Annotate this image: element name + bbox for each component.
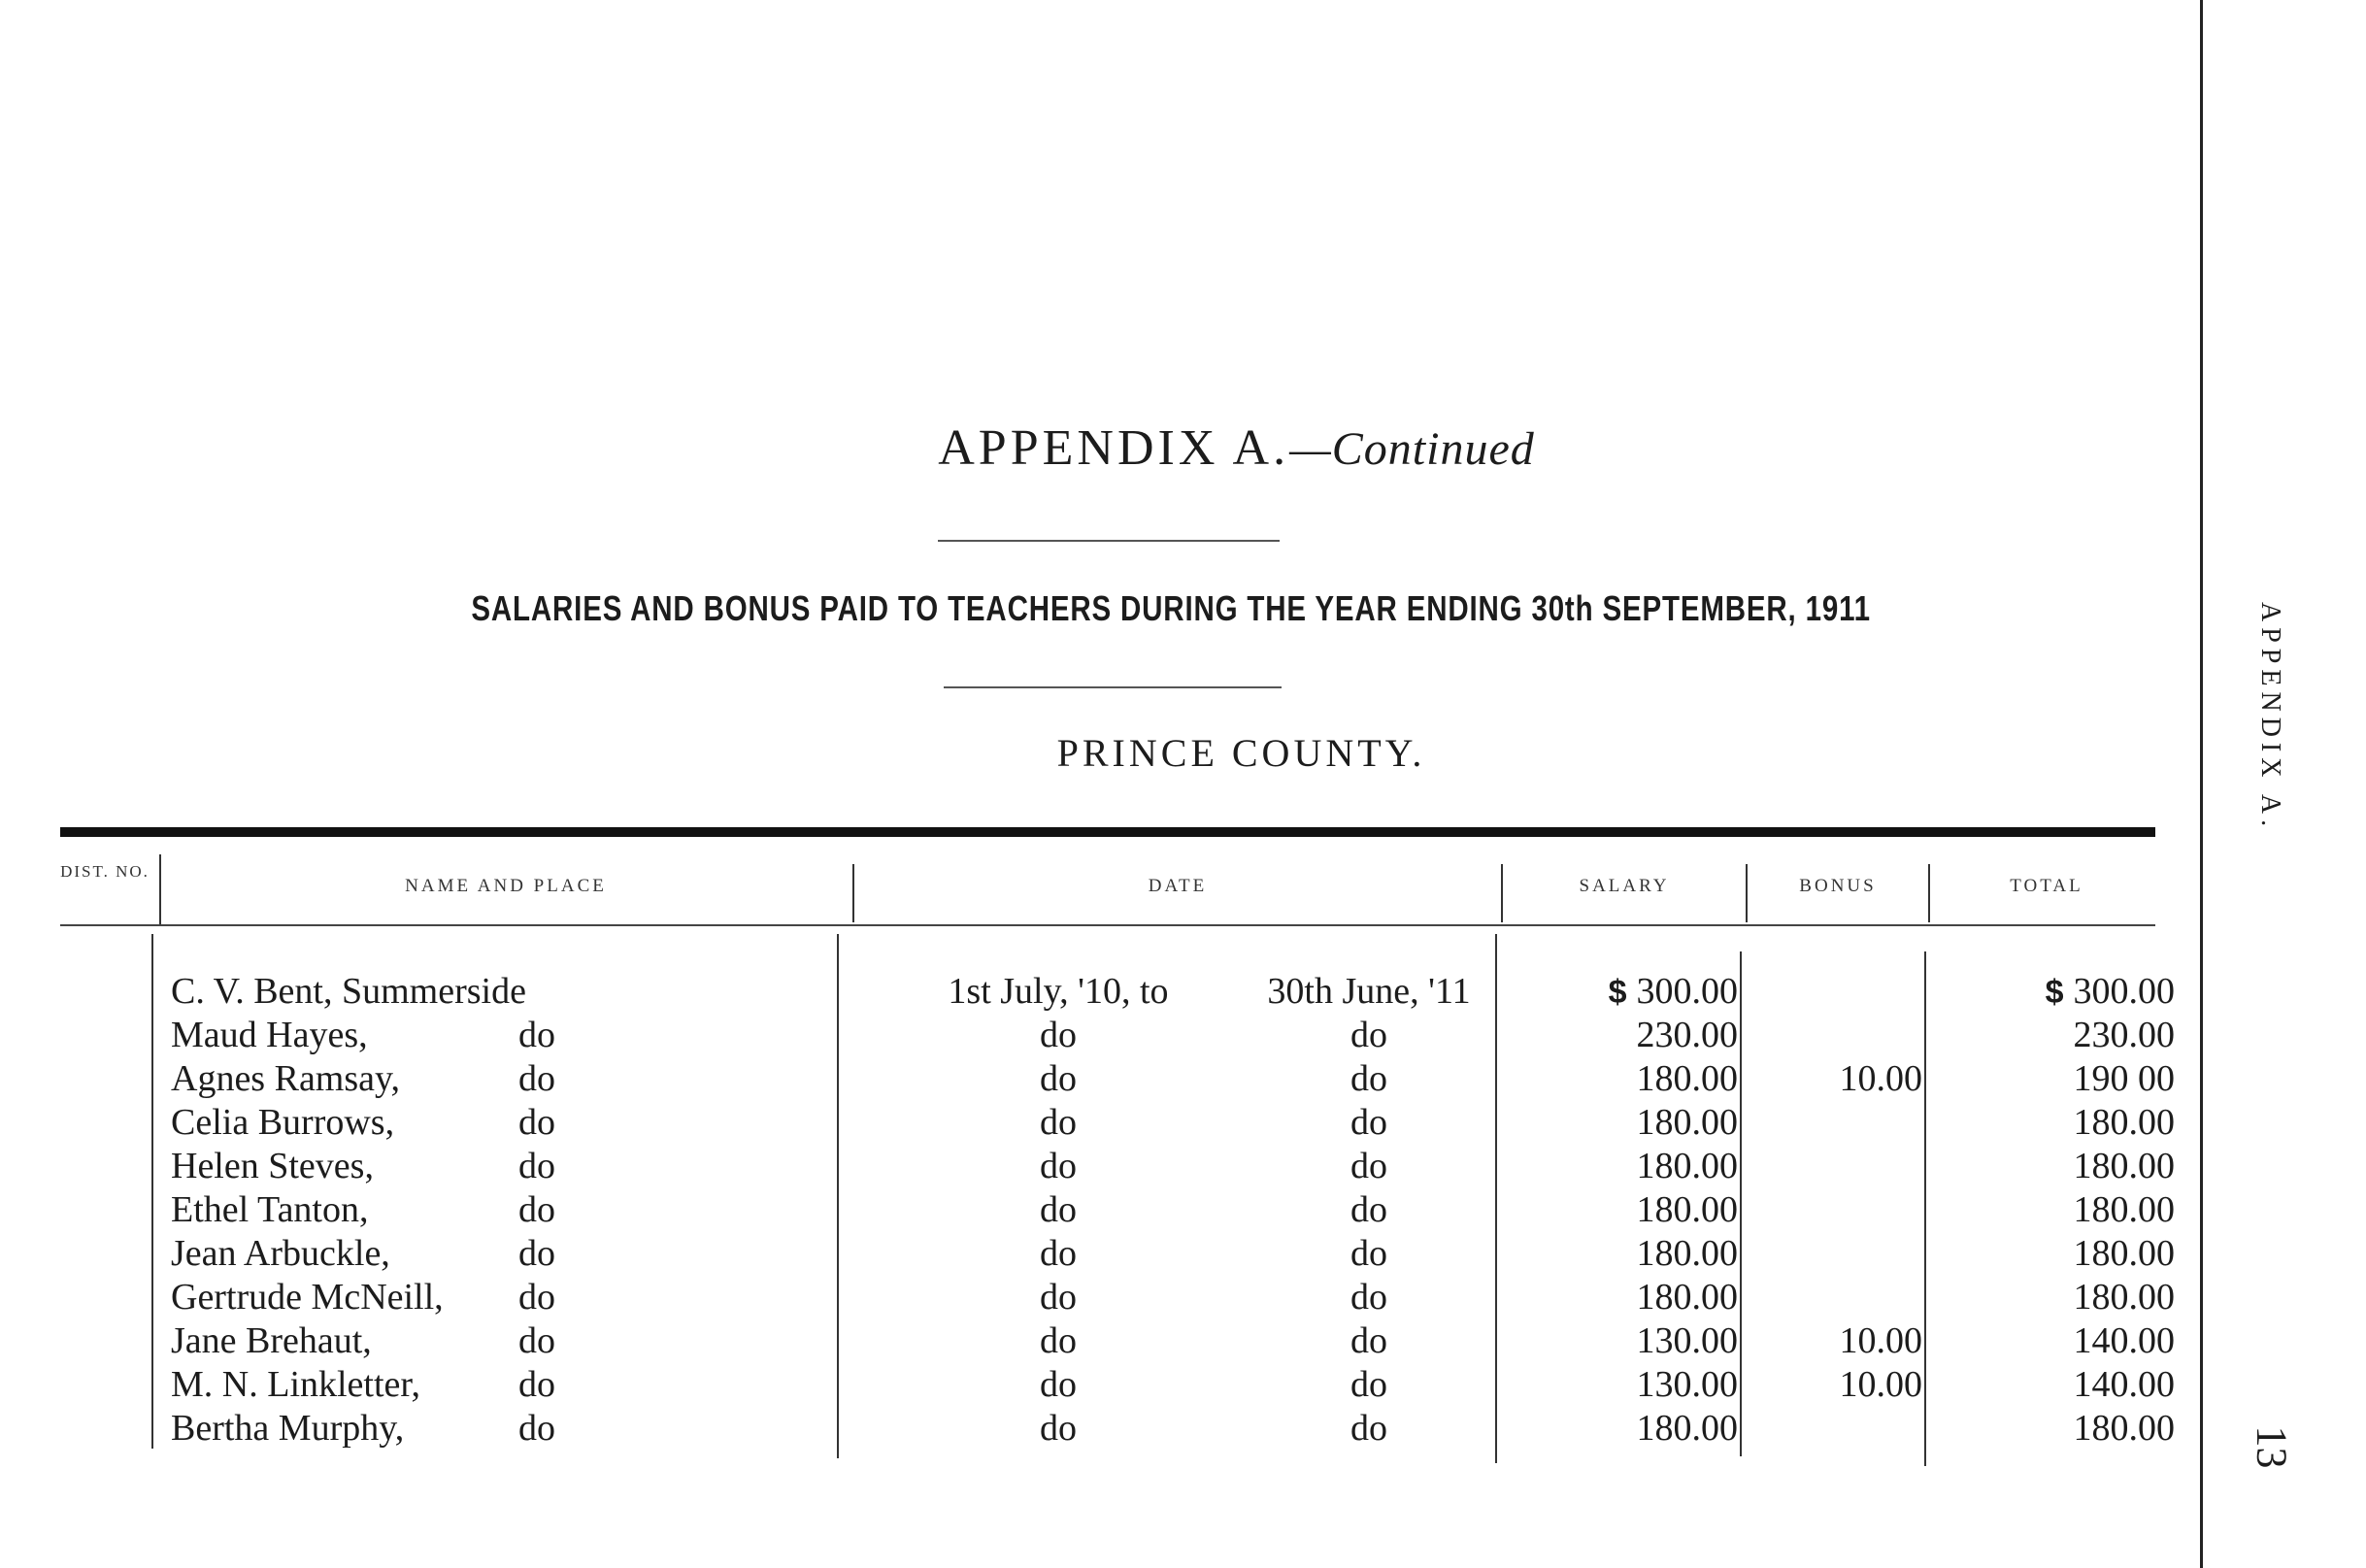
date-to: do xyxy=(1350,1408,1387,1449)
table-row xyxy=(0,1363,2366,1407)
salary-amount: 180.00 xyxy=(1636,1408,1738,1449)
table-top-rule xyxy=(60,827,2155,837)
table-row xyxy=(0,1145,2366,1188)
salary-amount: 130.00 xyxy=(1636,1320,1738,1361)
table-header-rule xyxy=(60,924,2155,926)
teacher-name: Helen Steves, xyxy=(171,1146,374,1186)
salary-amount: 180.00 xyxy=(1636,1146,1738,1186)
table-row xyxy=(0,1407,2366,1451)
date-from: do xyxy=(1040,1015,1077,1055)
column-rule xyxy=(852,864,854,922)
teacher-name: Ethel Tanton, xyxy=(171,1189,369,1230)
date-to: do xyxy=(1350,1277,1387,1318)
date-to: do xyxy=(1350,1189,1387,1230)
total-amount: 180.00 xyxy=(2073,1233,2175,1274)
salary-amount: 130.00 xyxy=(1636,1364,1738,1405)
salary-amount xyxy=(1515,970,1738,1015)
county-heading: PRINCE COUNTY. xyxy=(1056,731,1426,775)
total-amount: 230.00 xyxy=(2073,1015,2175,1055)
header-total: TOTAL xyxy=(2010,876,2083,896)
column-rule xyxy=(159,854,161,924)
date-to: do xyxy=(1350,1233,1387,1274)
title-continued: —Continued xyxy=(1289,423,1535,475)
teacher-name: Gertrude McNeill, xyxy=(171,1277,444,1318)
total-amount xyxy=(1942,970,2175,1015)
teacher-name: Agnes Ramsay, xyxy=(171,1058,401,1099)
date-to: do xyxy=(1350,1146,1387,1186)
date-from: do xyxy=(1040,1320,1077,1361)
teacher-name: Celia Burrows, xyxy=(171,1102,395,1143)
total-amount: 180.00 xyxy=(2073,1277,2175,1318)
salary-amount: 180.00 xyxy=(1636,1058,1738,1099)
amount-value: 300.00 xyxy=(1636,971,1738,1012)
teacher-name: Jane Brehaut, xyxy=(171,1320,372,1361)
date-to: do xyxy=(1350,1320,1387,1361)
date-from: do xyxy=(1040,1189,1077,1230)
total-amount: 190 00 xyxy=(2073,1058,2175,1099)
table-row xyxy=(0,1276,2366,1319)
date-to: do xyxy=(1350,1102,1387,1143)
currency-symbol: $ xyxy=(1608,974,1627,1011)
teacher-name: Jean Arbuckle, xyxy=(171,1233,390,1274)
date-from: do xyxy=(1040,1277,1077,1318)
table-row xyxy=(0,1014,2366,1057)
salary-amount: 230.00 xyxy=(1636,1015,1738,1055)
teacher-name: M. N. Linkletter, xyxy=(171,1364,421,1405)
column-rule xyxy=(1928,864,1930,922)
currency-symbol: $ xyxy=(2045,974,2064,1011)
header-salary: SALARY xyxy=(1579,876,1670,896)
date-from: do xyxy=(1040,1233,1077,1274)
total-amount: 180.00 xyxy=(2073,1146,2175,1186)
date-to: do xyxy=(1350,1015,1387,1055)
title-main: APPENDIX A. xyxy=(938,420,1290,476)
salary-amount: 180.00 xyxy=(1636,1233,1738,1274)
table-row xyxy=(0,1232,2366,1276)
bonus-amount: 10.00 xyxy=(1839,1320,1922,1361)
header-date: DATE xyxy=(1148,876,1208,896)
date-from: do xyxy=(1040,1408,1077,1449)
teacher-place: do xyxy=(518,1364,555,1405)
table-row xyxy=(0,970,2366,1014)
salary-amount: 180.00 xyxy=(1636,1102,1738,1143)
page-number: 13 xyxy=(2248,1425,2296,1469)
table-row xyxy=(0,1101,2366,1145)
total-amount: 140.00 xyxy=(2073,1320,2175,1361)
teacher-place: do xyxy=(518,1233,555,1274)
table-subtitle: SALARIES AND BONUS PAID TO TEACHERS DURING THE YEAR ENDING 30th SEPTEMBER, 1911 xyxy=(471,588,1871,628)
teacher-place: do xyxy=(518,1320,555,1361)
table-row xyxy=(0,1319,2366,1363)
header-bonus: BONUS xyxy=(1799,876,1877,896)
date-to: do xyxy=(1350,1364,1387,1405)
subtitle-divider xyxy=(944,686,1282,688)
title-divider xyxy=(938,540,1280,542)
column-rule xyxy=(1746,864,1748,922)
header-dist-no: DIST. NO. xyxy=(60,862,150,881)
date-from: do xyxy=(1040,1364,1077,1405)
table-row xyxy=(0,1188,2366,1232)
teacher-place: do xyxy=(518,1408,555,1449)
header-name-place: NAME AND PLACE xyxy=(405,876,607,896)
total-amount: 180.00 xyxy=(2073,1189,2175,1230)
teacher-place: do xyxy=(518,1146,555,1186)
date-from: do xyxy=(1040,1058,1077,1099)
date-to: do xyxy=(1350,1058,1387,1099)
date-from: do xyxy=(1040,1102,1077,1143)
date-to: 30th June, '11 xyxy=(1267,971,1471,1012)
teacher-name: Maud Hayes, xyxy=(171,1015,368,1055)
bonus-amount: 10.00 xyxy=(1839,1058,1922,1099)
teacher-place: do xyxy=(518,1058,555,1099)
date-from: do xyxy=(1040,1146,1077,1186)
table-row xyxy=(0,1057,2366,1101)
date-from: 1st July, '10, to xyxy=(948,971,1169,1012)
teacher-name: Bertha Murphy, xyxy=(171,1408,405,1449)
amount-value: 300.00 xyxy=(2073,971,2175,1012)
teacher-place: do xyxy=(518,1015,555,1055)
page-title xyxy=(0,419,2366,477)
teacher-place: do xyxy=(518,1102,555,1143)
bonus-amount: 10.00 xyxy=(1839,1364,1922,1405)
column-rule xyxy=(1501,864,1503,922)
salary-amount: 180.00 xyxy=(1636,1189,1738,1230)
teacher-place: do xyxy=(518,1189,555,1230)
teacher-place: do xyxy=(518,1277,555,1318)
teacher-name: C. V. Bent, Summerside xyxy=(171,971,526,1012)
total-amount: 180.00 xyxy=(2073,1408,2175,1449)
total-amount: 140.00 xyxy=(2073,1364,2175,1405)
total-amount: 180.00 xyxy=(2073,1102,2175,1143)
running-header: APPENDIX A. xyxy=(2255,602,2285,833)
salary-amount: 180.00 xyxy=(1636,1277,1738,1318)
